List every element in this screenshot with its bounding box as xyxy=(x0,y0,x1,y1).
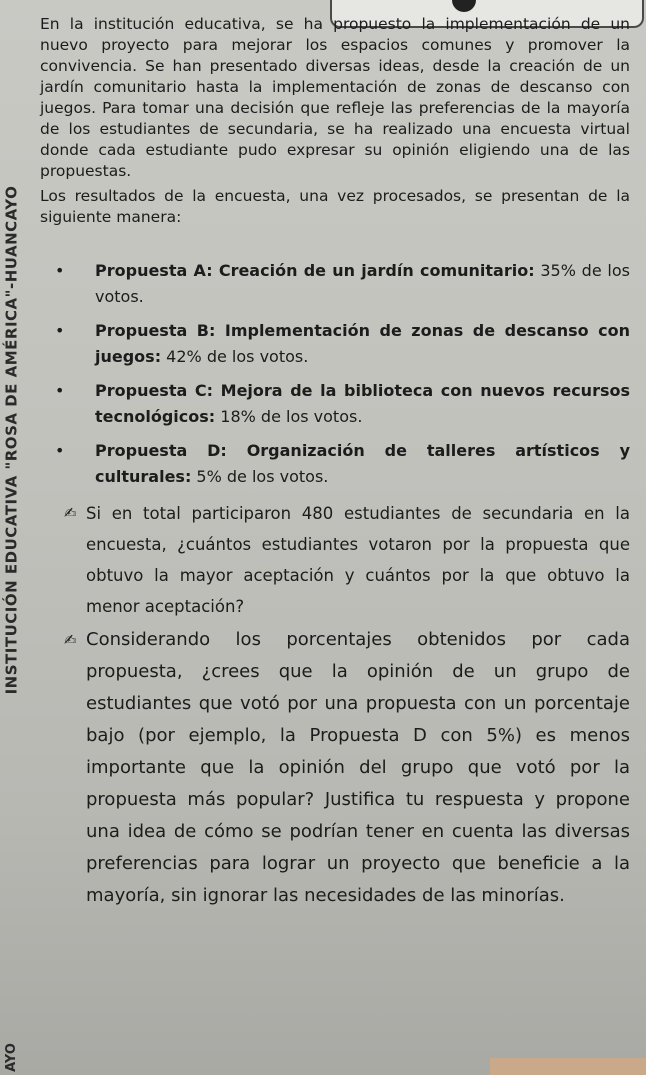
school-name-sidebar xyxy=(2,160,20,720)
question-2 xyxy=(56,624,630,912)
proposal-result: 18% de los votos. xyxy=(215,407,363,426)
proposal-item-c xyxy=(55,378,630,430)
proposal-result: 42% de los votos. xyxy=(161,347,309,366)
question-1-text: Si en total participaron 480 estudiantes de secundaria en la encuesta, ¿cuántos estudiantes votaron por la propuesta que obtuvo la mayor aceptación y cuántos por la que obtuvo la menor aceptación? xyxy=(86,504,630,616)
proposal-result: 35% de los votos. xyxy=(95,261,630,306)
proposal-title: Propuesta D: Organización de talleres artísticos y culturales: xyxy=(95,441,630,486)
bullet-icon: • xyxy=(55,321,65,340)
pencil-icon: ✍ xyxy=(64,631,77,649)
pencil-icon: ✍ xyxy=(64,504,77,522)
worksheet-content xyxy=(40,14,630,912)
school-name-fragment: AYO xyxy=(3,1042,19,1072)
proposal-item-d xyxy=(55,438,630,490)
proposal-item-a xyxy=(55,258,630,310)
proposal-result: 5% de los votos. xyxy=(191,467,329,486)
school-name-text: INSTITUCIÓN EDUCATIVA "ROSA DE AMÉRICA"-HUANCAYO xyxy=(2,185,21,695)
school-name-sidebar-bottom xyxy=(2,1040,20,1074)
proposal-list xyxy=(40,258,630,490)
question-2-text: Considerando los porcentajes obtenidos por cada propuesta, ¿crees que la opinión de un grupo de estudiantes que votó por una propuesta con un porcentaje bajo (por ejemplo, la Propuesta D con 5%) es menos importante que la opinión del grupo que votó por la propuesta más popular? Justifica tu respuesta y propone una idea de cómo se podrían tener en cuenta las diversas preferencias para lograr un proyecto que beneficie a la mayoría, sin ignorar las necesidades de las minorías. xyxy=(86,629,630,906)
results-intro-paragraph: Los resultados de la encuesta, una vez procesados, se presentan de la siguiente manera: xyxy=(40,187,630,226)
proposal-title: Propuesta C: Mejora de la biblioteca con nuevos recursos tecnológicos: xyxy=(95,381,630,426)
question-1 xyxy=(56,498,630,622)
bullet-icon: • xyxy=(55,441,65,460)
proposal-title: Propuesta A: Creación de un jardín comunitario: xyxy=(95,261,535,280)
bullet-icon: • xyxy=(55,381,65,400)
proposal-title: Propuesta B: Implementación de zonas de descanso con juegos: xyxy=(95,321,630,366)
proposal-item-b xyxy=(55,318,630,370)
intro-paragraph: En la institución educativa, se ha propuesto la implementación de un nuevo proyecto para mejorar los espacios comunes y promover la convivencia. Se han presentado diversas ideas, desde la creación de un jardín comunitario hasta la implementación de zonas de descanso con juegos. Para tomar una decisión que refleje las preferencias de la mayoría de los estudiantes de secundaria, se ha realizado una encuesta virtual donde cada estudiante pudo expresar su opinión eligiendo una de las propuestas. xyxy=(40,15,630,180)
background-object xyxy=(490,1058,646,1075)
bullet-icon: • xyxy=(55,261,65,280)
